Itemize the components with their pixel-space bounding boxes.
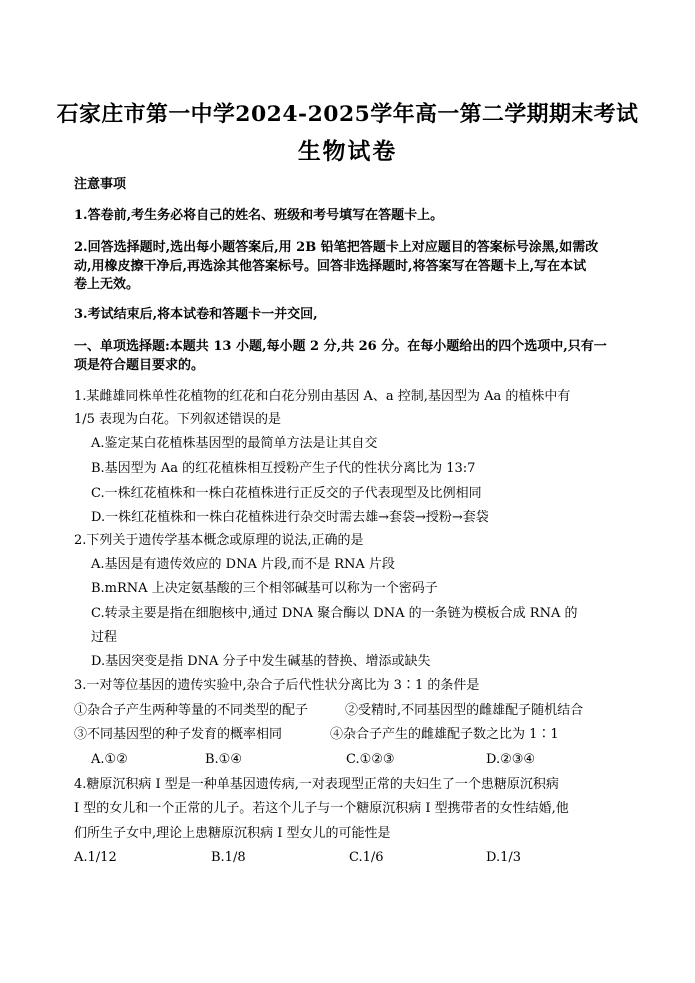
section-1-line-1: 一、单项选择题:本题共 13 小题,每小题 2 分,共 26 分。在每小题给出的四个选项中,只有一 [74, 339, 607, 354]
question-4-option-c: C.1/6 [349, 850, 384, 865]
notice-item-2-line-2: 动,用橡皮擦干净后,再选涂其他答案标号。回答非选择题时,将答案写在答题卡上,写在本试 [74, 259, 587, 274]
question-3-stem: 3.一对等位基因的遗传实验中,杂合子后代性状分离比为 3∶1 的条件是 [74, 678, 480, 693]
question-2-option-b: B.mRNA 上决定氨基酸的三个相邻碱基可以称为一个密码子 [91, 581, 438, 596]
question-2-option-c-line-2: 过程 [91, 630, 118, 645]
question-2-option-a: A.基因是有遗传效应的 DNA 片段,而不是 RNA 片段 [91, 557, 395, 572]
question-2-option-c-line-1: C.转录主要是指在细胞核中,通过 DNA 聚合酶以 DNA 的一条链为模板合成 RNA 的 [91, 606, 578, 621]
question-3-option-a: A.①② [91, 752, 128, 767]
question-1-option-b: B.基因型为 Aa 的红花植株相互授粉产生子代的性状分离比为 13:7 [91, 461, 476, 476]
notice-item-1: 1.答卷前,考生务必将自己的姓名、班级和考号填写在答题卡上。 [74, 208, 444, 223]
notice-heading: 注意事项 [74, 177, 127, 192]
exam-subtitle: 生物试卷 [297, 139, 398, 165]
question-3-condition-2: ②受精时,不同基因型的雌雄配子随机结合 [345, 703, 584, 718]
question-4-option-b: B.1/8 [211, 850, 246, 865]
question-1-stem-line-1: 1.某雌雄同株单性花植物的红花和白花分别由基因 A、a 控制,基因型为 Aa 的植株中有 [74, 389, 571, 404]
question-4-option-a: A.1/12 [74, 850, 117, 865]
question-1-option-d: D.一株红花植株和一株白花植株进行杂交时需去雄→套袋→授粉→套袋 [91, 510, 489, 525]
question-3-option-c: C.①②③ [346, 752, 395, 767]
notice-item-3: 3.考试结束后,将本试卷和答题卡一并交回, [74, 307, 318, 322]
section-1-line-2: 项是符合题目要求的。 [74, 358, 205, 373]
question-2-option-d: D.基因突变是指 DNA 分子中发生碱基的替换、增添或缺失 [91, 654, 431, 669]
notice-item-2-line-1: 2.回答选择题时,选出每小题答案后,用 2B 铅笔把答题卡上对应题目的答案标号涂黑,如需改 [74, 240, 599, 255]
question-3-condition-1: ①杂合子产生两种等量的不同类型的配子 [74, 703, 309, 718]
question-1-option-c: C.一株红花植株和一株白花植株进行正反交的子代表现型及比例相同 [91, 486, 482, 501]
question-2-stem: 2.下列关于遗传学基本概念或原理的说法,正确的是 [74, 533, 364, 548]
question-3-option-d: D.②③④ [486, 752, 536, 767]
question-4-option-d: D.1/3 [486, 850, 522, 865]
question-1-option-a: A.鉴定某白花植株基因型的最简单方法是让其自交 [91, 436, 378, 451]
exam-title: 石家庄市第一中学2024-2025学年高一第二学期期末考试 [56, 101, 639, 127]
question-1-stem-line-2: 1/5 表现为白花。下列叙述错误的是 [74, 412, 282, 427]
notice-item-2-line-3: 卷上无效。 [74, 277, 140, 292]
question-4-stem-line-1: 4.糖原沉积病 I 型是一种单基因遗传病,一对表现型正常的夫妇生了一个患糖原沉积病 [74, 777, 559, 792]
question-4-stem-line-3: 们所生子女中,理论上患糖原沉积病 I 型女儿的可能性是 [74, 826, 391, 841]
question-3-option-b: B.①④ [205, 752, 242, 767]
question-3-condition-3: ③不同基因型的种子发育的概率相同 [74, 727, 283, 742]
question-3-condition-4: ④杂合子产生的雌雄配子数之比为 1∶1 [330, 727, 559, 742]
question-4-stem-line-2: I 型的女儿和一个正常的儿子。若这个儿子与一个糖原沉积病 I 型携带者的女性结婚,他 [74, 801, 569, 816]
